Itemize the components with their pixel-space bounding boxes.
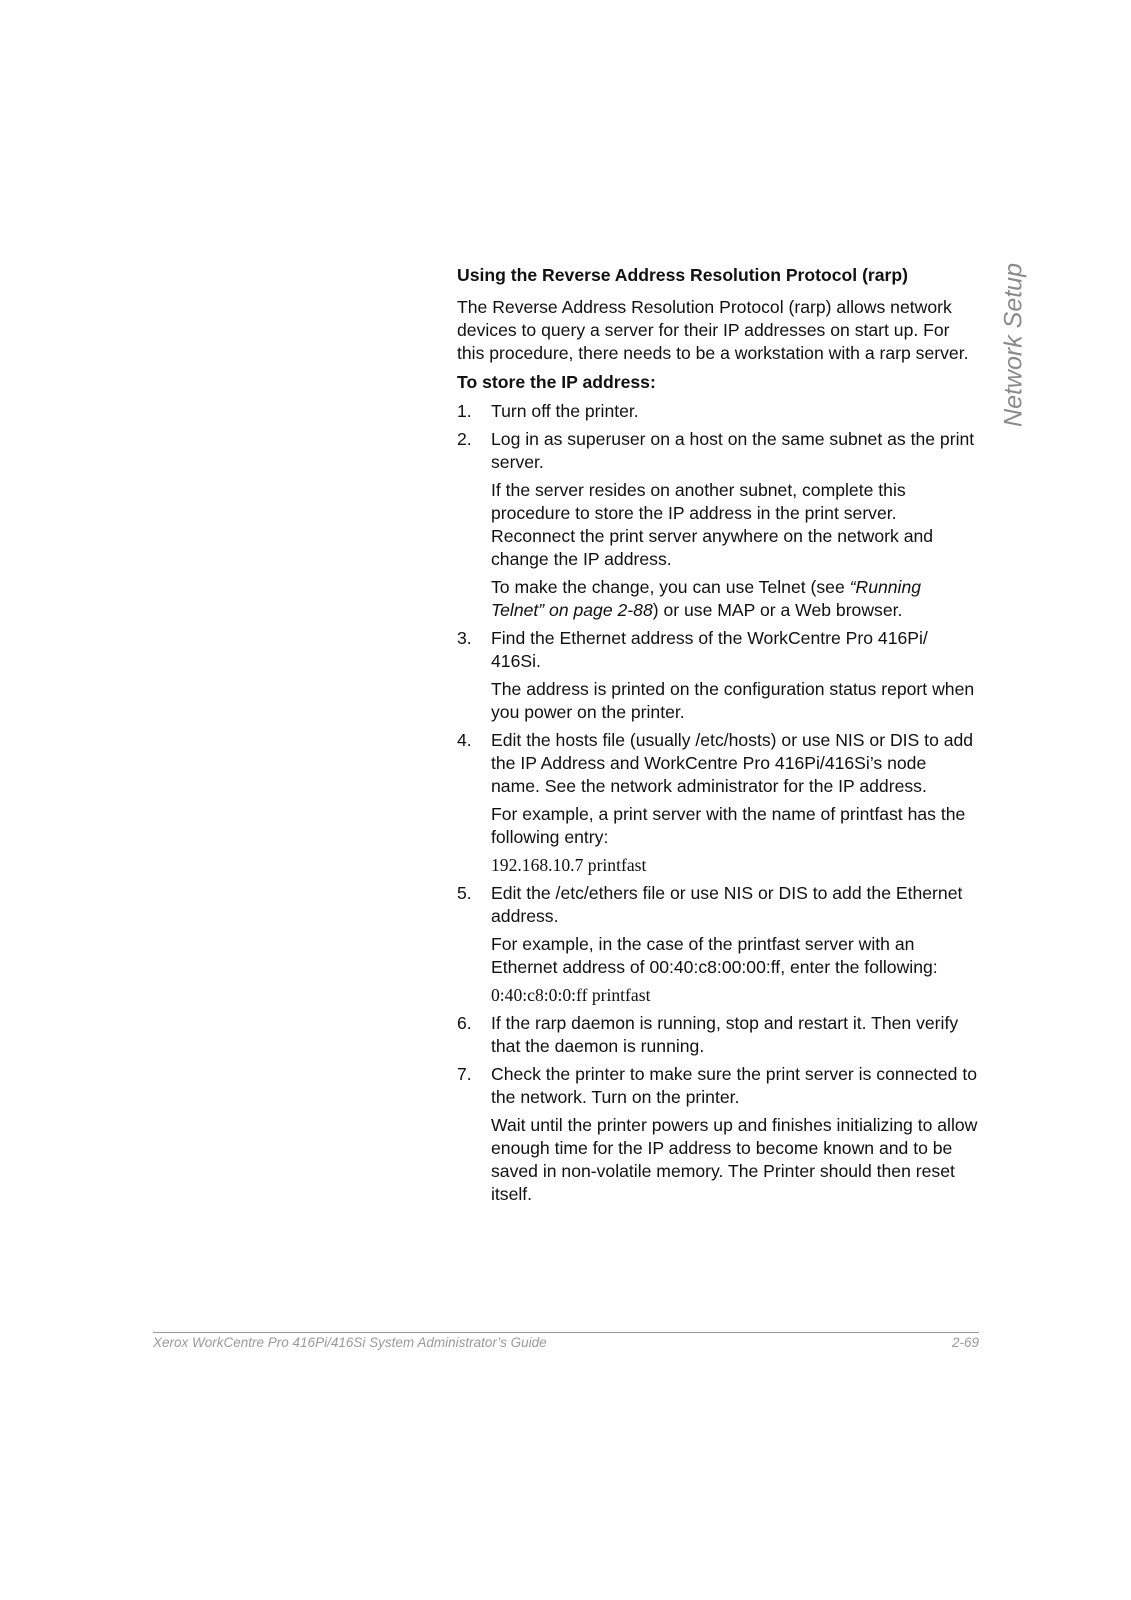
intro-paragraph: The Reverse Address Resolution Protocol (rarp) allows network devices to query a server for their IP addresses on start up. For this procedure, there needs to be a workstation with a rarp server. <box>457 297 969 363</box>
step-7-note: Wait until the printer powers up and finishes initializing to allow enough time for the IP address to become known and to be saved in non-volatile memory. The Printer should then reset itself. <box>491 1115 978 1204</box>
step-number: 5. <box>457 883 472 903</box>
step-2-note-1: If the server resides on another subnet, complete this procedure to store the IP address in the print server. Reconnect the print server anywhere on the network and change the IP address. <box>491 480 934 569</box>
main-content <box>457 264 979 1211</box>
step-text: Log in as superuser on a host on the same subnet as the print server. <box>491 429 975 472</box>
step-text: Find the Ethernet address of the WorkCentre Pro 416Pi/ 416Si. <box>491 628 928 671</box>
hosts-entry-code: 192.168.10.7 printfast <box>491 855 647 875</box>
step-1 <box>457 400 979 423</box>
step-4-note: For example, a print server with the name of printfast has the following entry: <box>491 804 966 847</box>
footer-title: Xerox WorkCentre Pro 416Pi/416Si System Administrator’s Guide <box>153 1335 547 1350</box>
step-2 <box>457 428 979 474</box>
note-text: To make the change, you can use Telnet (see <box>491 577 850 597</box>
step-3-note: The address is printed on the configuration status report when you power on the printer. <box>491 679 975 722</box>
procedure-heading: To store the IP address: <box>457 372 656 392</box>
cross-reference-link[interactable]: “Running Telnet” on page 2-88 <box>491 577 922 620</box>
step-text: If the rarp daemon is running, stop and restart it. Then verify that the daemon is running. <box>491 1013 959 1056</box>
side-tab-label: Network Setup <box>999 263 1028 427</box>
step-number: 1. <box>457 401 472 421</box>
step-7 <box>457 1063 979 1109</box>
step-text: Check the printer to make sure the print server is connected to the network. Turn on the printer. <box>491 1064 978 1107</box>
section-heading: Using the Reverse Address Resolution Protocol (rarp) <box>457 265 909 285</box>
step-2-note-2 <box>457 576 979 622</box>
step-number: 6. <box>457 1013 472 1033</box>
step-number: 7. <box>457 1064 472 1084</box>
step-text: Edit the hosts file (usually /etc/hosts) or use NIS or DIS to add the IP Address and WorkCentre Pro 416Pi/416Si’s node name. See the network administrator for the IP address. <box>491 730 974 796</box>
page-number: 2-69 <box>951 1335 979 1350</box>
step-6 <box>457 1012 979 1058</box>
step-number: 2. <box>457 429 472 449</box>
note-text: ) or use MAP or a Web browser. <box>652 600 903 620</box>
step-5-note: For example, in the case of the printfast server with an Ethernet address of 00:40:c8:00:00:ff, enter the following: <box>491 934 938 977</box>
step-number: 4. <box>457 730 472 750</box>
step-text: Turn off the printer. <box>491 401 639 421</box>
step-number: 3. <box>457 628 472 648</box>
step-text: Edit the /etc/ethers file or use NIS or DIS to add the Ethernet address. <box>491 883 963 926</box>
step-4 <box>457 729 979 798</box>
ethers-entry-code: 0:40:c8:0:0:ff printfast <box>491 985 651 1005</box>
footer-divider <box>153 1332 979 1333</box>
step-3 <box>457 627 979 673</box>
step-5 <box>457 882 979 928</box>
